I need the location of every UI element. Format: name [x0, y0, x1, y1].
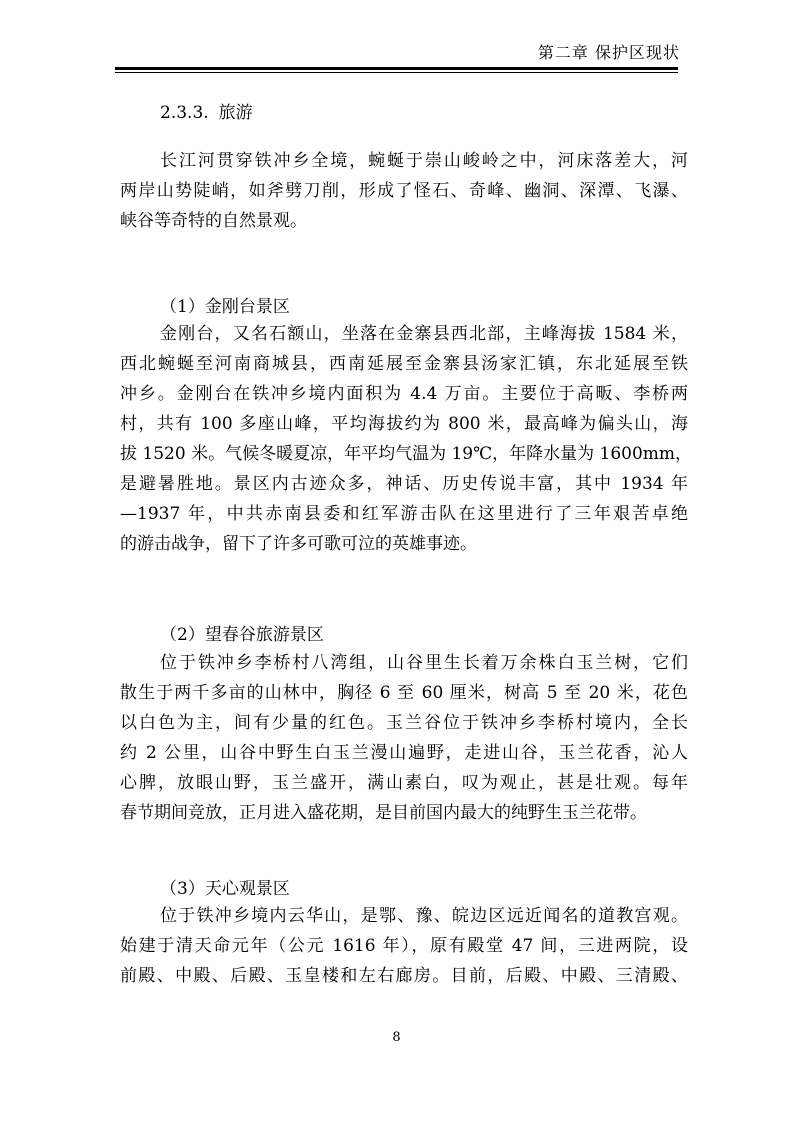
text-line: 约 2 公里，山谷中野生白玉兰漫山遍野，走进山谷，玉兰花香，沁人: [120, 743, 688, 763]
text-line: 的游击战争，留下了许多可歌可泣的英雄事迹。: [120, 534, 477, 554]
section-heading: [160, 98, 263, 123]
header-rule-thin: [115, 72, 678, 73]
intro-paragraph: [120, 146, 688, 236]
subsection-title-3: （3）天心观景区: [160, 879, 290, 899]
text-line: 峡谷等奇特的自然景观。: [120, 211, 307, 231]
header-rule-thick: [115, 67, 678, 70]
text-line: 始建于清天命元年（公元 1616 年），原有殿堂 47 间，三进两院，设: [120, 936, 688, 956]
text-line: 冲乡。金刚台在铁冲乡境内面积为 4.4 万亩。主要位于高畈、李桥两: [120, 384, 688, 404]
text-line: 两岸山势陡峭，如斧劈刀削，形成了怪石、奇峰、幽洞、深潭、飞瀑、: [120, 181, 688, 201]
section-title: 旅游: [218, 103, 253, 123]
paragraph-1: [120, 319, 693, 559]
paragraph-2: [120, 648, 688, 828]
text-line: 春节期间竞放，正月进入盛花期，是目前国内最大的纯野生玉兰花带。: [120, 803, 647, 823]
subsection-title-1: （1）金刚台景区: [160, 297, 290, 317]
page-number: 8: [392, 1030, 401, 1045]
text-line: 前殿、中殿、后殿、玉皇楼和左右廊房。目前，后殿、中殿、三清殿、: [120, 966, 688, 986]
text-line: 位于铁冲乡境内云华山，是鄂、豫、皖边区远近闻名的道教宫观。: [160, 906, 688, 926]
text-line: 西北蜿蜒至河南商城县，西南延展至金寨县汤家汇镇，东北延展至铁: [120, 354, 688, 374]
text-line: 以白色为主，间有少量的红色。玉兰谷位于铁冲乡李桥村境内，全长: [120, 713, 688, 733]
page-header: 第二章 保护区现状: [537, 43, 680, 62]
text-line: —1937 年，中共赤南县委和红军游击队在这里进行了三年艰苦卓绝: [120, 504, 688, 524]
text-line: 是避暑胜地。景区内古迹众多，神话、历史传说丰富，其中 1934 年: [120, 474, 688, 494]
text-line: 位于铁冲乡李桥村八湾组，山谷里生长着万余株白玉兰树，它们: [160, 653, 688, 673]
subsection-title-2: （2）望春谷旅游景区: [160, 625, 324, 645]
section-number: 2.3.3.: [160, 103, 209, 123]
paragraph-3: [120, 901, 688, 991]
text-line: 长江河贯穿铁冲乡全境，蜿蜒于崇山峻岭之中，河床落差大，河: [160, 151, 688, 171]
text-line: 心脾，放眼山野，玉兰盛开，满山素白，叹为观止，甚是壮观。每年: [120, 773, 688, 793]
text-line: 拔 1520 米。气候冬暖夏凉，年平均气温为 19℃，年降水量为 1600mm，: [120, 444, 693, 464]
text-line: 散生于两千多亩的山林中，胸径 6 至 60 厘米，树高 5 至 20 米，花色: [120, 683, 688, 703]
text-line: 金刚台，又名石额山，坐落在金寨县西北部，主峰海拔 1584 米，: [160, 324, 688, 344]
text-line: 村，共有 100 多座山峰，平均海拔约为 800 米，最高峰为偏头山，海: [120, 414, 688, 434]
